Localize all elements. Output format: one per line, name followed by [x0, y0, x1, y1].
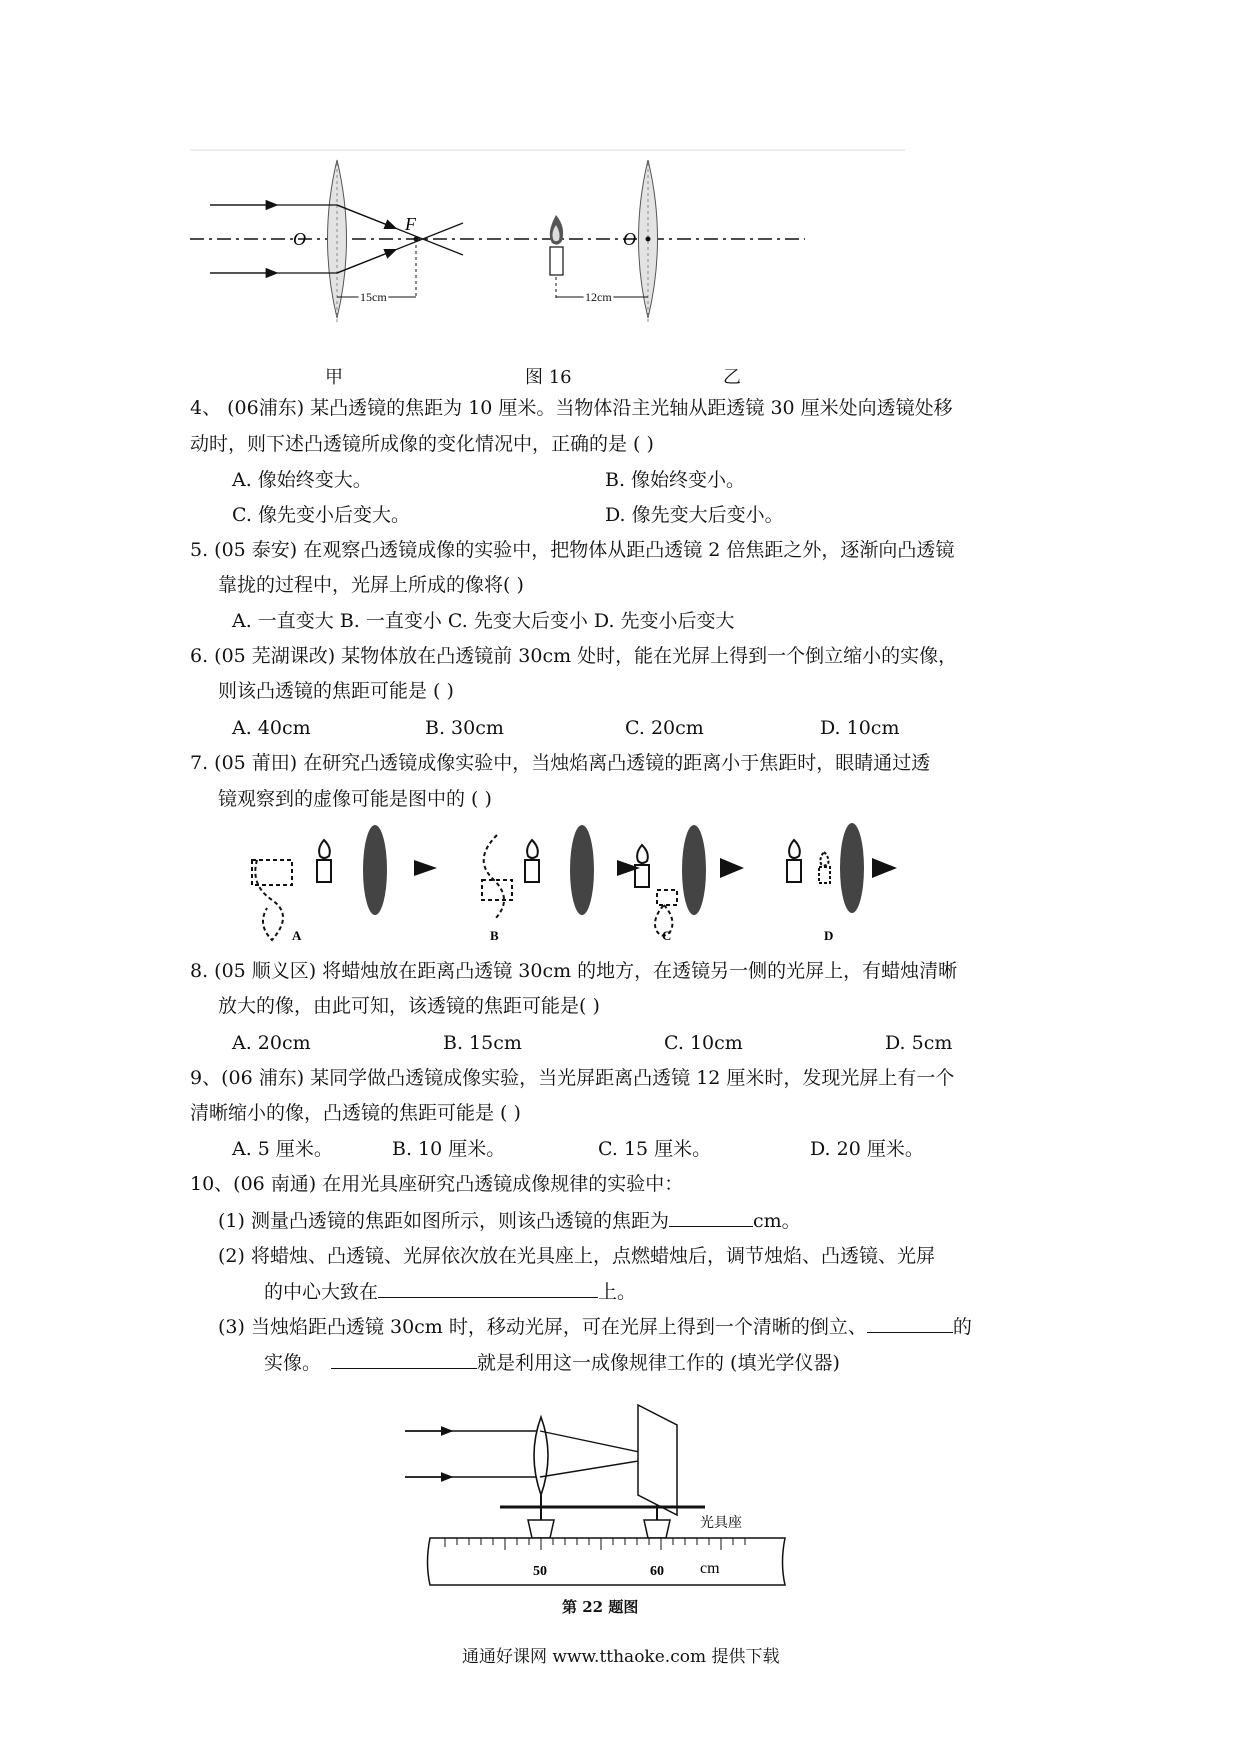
- q7-figure-svg: [232, 820, 1062, 955]
- q10-sub3-line1: [218, 1308, 972, 1345]
- q7-line1: 7. (05 莆田) 在研究凸透镜成像实验中，当烛焰离凸透镜的距离小于焦距时，眼睛通过透: [190, 752, 931, 774]
- q10-sub2-text: 的中心大致在: [264, 1281, 379, 1303]
- q4-line1: 4、 (06浦东) 某凸透镜的焦距为 10 厘米。当物体沿主光轴从距透镜 30 厘米处向透镜处移: [190, 397, 953, 419]
- figure-label-yi: 乙: [723, 367, 741, 388]
- f22-screen-holder: [644, 1520, 670, 1538]
- q7-option-c-diagram: [635, 825, 744, 943]
- q8-option-b: B. 15cm: [443, 1032, 522, 1054]
- q7-line2: 镜观察到的虚像可能是图中的 ( ): [218, 788, 492, 810]
- q10-sub3-de: 的: [952, 1316, 972, 1338]
- q10-sub3-realimage: 实像。: [264, 1352, 322, 1374]
- page-footer: 通通好课网 www.tthaoke.com 提供下载: [462, 1647, 780, 1667]
- q10-sub1-text: (1) 测量凸透镜的焦距如图所示，则该凸透镜的焦距为: [218, 1210, 669, 1232]
- f22-tick-60: 60: [650, 1564, 664, 1579]
- q10-blank-image-size[interactable]: [867, 1308, 953, 1333]
- figure-16-svg: [180, 145, 920, 385]
- q10-sub1-unit: cm。: [752, 1210, 801, 1232]
- q5-options: A. 一直变大 B. 一直变小 C. 先变大后变小 D. 先变小后变大: [232, 610, 735, 632]
- f22-unit: cm: [700, 1560, 720, 1577]
- q10-sub2-line2: [264, 1273, 636, 1310]
- q8-line1: 8. (05 顺义区) 将蜡烛放在距离凸透镜 30cm 的地方，在透镜另一侧的光屏上，有蜡烛清晰: [190, 960, 958, 982]
- q8-option-c: C. 10cm: [664, 1032, 743, 1054]
- q7-option-b-diagram: [482, 825, 640, 943]
- q10-sub1: [218, 1202, 801, 1239]
- f22-bench-label: 光具座: [700, 1516, 742, 1531]
- figure-22-svg: [400, 1395, 800, 1595]
- q10-blank-center-height[interactable]: [378, 1273, 598, 1298]
- q8-line2: 放大的像，由此可知，该透镜的焦距可能是( ): [218, 995, 600, 1017]
- label-O-jia: O: [293, 229, 306, 249]
- q7-figure: [232, 820, 1062, 955]
- diagram-jia: [190, 160, 515, 323]
- figure-16: [180, 145, 920, 385]
- q9-option-b: B. 10 厘米。: [392, 1138, 506, 1160]
- q5-line2: 靠拢的过程中，光屏上所成的像将( ): [218, 574, 524, 596]
- q10-blank-focal-length[interactable]: [669, 1202, 753, 1227]
- q8-option-a: A. 20cm: [232, 1032, 311, 1054]
- q7-label-c: C: [662, 928, 672, 943]
- q10-blank-instrument[interactable]: [331, 1344, 477, 1369]
- q4-line2: 动时，则下述凸透镜所成像的变化情况中，正确的是 ( ): [190, 433, 654, 455]
- q4-option-b: B. 像始终变小。: [605, 469, 746, 491]
- q10-sub2-line1: (2) 将蜡烛、凸透镜、光屏依次放在光具座上，点燃蜡烛后，调节烛焰、凸透镜、光屏: [218, 1245, 935, 1267]
- q7-label-b: B: [490, 928, 499, 943]
- q9-option-a: A. 5 厘米。: [232, 1138, 333, 1160]
- label-F: F: [405, 214, 416, 234]
- candle-body: [550, 247, 563, 275]
- distance-label-jia: 15cm: [360, 290, 387, 304]
- q10-sub3-line2: [264, 1344, 840, 1381]
- q4-option-d: D. 像先变大后变小。: [605, 504, 784, 526]
- q9-option-d: D. 20 厘米。: [810, 1138, 924, 1160]
- q8-option-d: D. 5cm: [885, 1032, 953, 1054]
- q6-option-a: A. 40cm: [232, 717, 311, 739]
- figure-16-caption: 图 16: [525, 367, 572, 388]
- q10-sub3-text: (3) 当烛焰距凸透镜 30cm 时，移动光屏，可在光屏上得到一个清晰的倒立、: [218, 1316, 867, 1338]
- lens-center-point: [646, 237, 651, 242]
- q4-option-c: C. 像先变小后变大。: [232, 504, 410, 526]
- diagram-yi: [515, 160, 805, 323]
- q10-line1: 10、(06 南通) 在用光具座研究凸透镜成像规律的实验中：: [190, 1173, 684, 1195]
- f22-screen: [638, 1405, 677, 1515]
- q6-option-d: D. 10cm: [820, 717, 900, 739]
- f22-tick-50: 50: [533, 1564, 547, 1579]
- f22-ruler: [428, 1538, 786, 1585]
- q5-line1: 5. (05 泰安) 在观察凸透镜成像的实验中，把物体从距凸透镜 2 倍焦距之外，逐渐向凸透镜: [190, 539, 955, 561]
- figure-22: [400, 1395, 800, 1595]
- f22-lens: [534, 1417, 548, 1495]
- q9-line2: 清晰缩小的像，凸透镜的焦距可能是 ( ): [190, 1102, 521, 1124]
- q7-label-a: A: [292, 928, 302, 943]
- q6-option-c: C. 20cm: [625, 717, 704, 739]
- q7-label-d: D: [824, 928, 834, 943]
- q7-option-a-diagram: [252, 825, 437, 943]
- q9-line1: 9、(06 浦东) 某同学做凸透镜成像实验，当光屏距离凸透镜 12 厘米时，发现光屏上有一个: [190, 1067, 955, 1089]
- q10-sub3-end: 就是利用这一成像规律工作的 (填光学仪器): [477, 1352, 840, 1374]
- q9-option-c: C. 15 厘米。: [598, 1138, 712, 1160]
- q6-line1: 6. (05 芜湖课改) 某物体放在凸透镜前 30cm 处时，能在光屏上得到一个倒立缩小的实像，: [190, 645, 958, 667]
- q6-line2: 则该凸透镜的焦距可能是 ( ): [218, 680, 454, 702]
- q7-option-d-diagram: [787, 823, 897, 943]
- q4-option-a: A. 像始终变大。: [232, 469, 372, 491]
- focal-point: [414, 237, 419, 242]
- distance-label-yi: 12cm: [585, 290, 612, 304]
- figure-22-caption: 第 22 题图: [562, 1598, 639, 1616]
- figure-label-jia: 甲: [325, 367, 343, 388]
- q10-sub2-end: 上。: [598, 1281, 637, 1303]
- label-O-yi: O: [623, 229, 636, 249]
- f22-lens-holder: [528, 1520, 554, 1538]
- q6-option-b: B. 30cm: [425, 717, 504, 739]
